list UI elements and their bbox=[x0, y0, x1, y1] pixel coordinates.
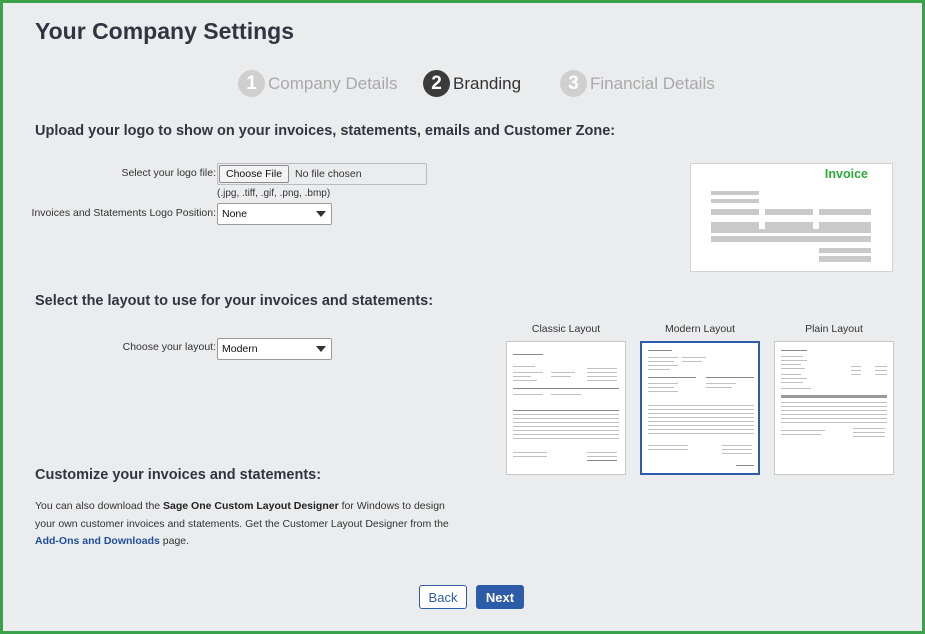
thumb-line bbox=[648, 409, 754, 410]
layout-select[interactable] bbox=[217, 338, 332, 360]
thumb-line bbox=[851, 366, 861, 367]
thumb-line bbox=[513, 452, 547, 453]
preview-bar bbox=[819, 222, 871, 229]
preview-bar bbox=[711, 229, 871, 233]
thumb-line bbox=[781, 368, 805, 369]
thumb-line bbox=[513, 354, 543, 355]
thumb-line bbox=[781, 388, 811, 389]
step-label: Company Details bbox=[268, 73, 398, 93]
thumb-line bbox=[587, 376, 617, 377]
thumb-line bbox=[551, 394, 581, 395]
logo-position-select[interactable] bbox=[217, 203, 332, 225]
page-title: Your Company Settings bbox=[35, 18, 294, 44]
preview-bar bbox=[765, 209, 813, 215]
thumb-line bbox=[648, 357, 678, 358]
thumb-line bbox=[513, 438, 619, 439]
thumb-line bbox=[853, 436, 885, 437]
thumb-line bbox=[587, 456, 617, 457]
customize-description bbox=[35, 498, 465, 551]
step-label: Financial Details bbox=[590, 73, 715, 93]
thumb-line bbox=[781, 418, 887, 419]
layout-section-heading: Select the layout to use for your invoices and statements: bbox=[35, 293, 434, 309]
preview-bar bbox=[711, 199, 759, 203]
step-number-1: 1 bbox=[238, 70, 265, 97]
thumb-line bbox=[781, 364, 801, 365]
thumb-line bbox=[736, 465, 754, 466]
file-type-hint: (.jpg, .tiff, .gif, .png, .bmp) bbox=[217, 188, 331, 199]
step-number-2: 2 bbox=[423, 70, 450, 97]
thumb-line bbox=[648, 433, 754, 434]
thumb-line bbox=[781, 410, 887, 411]
thumb-line bbox=[648, 361, 674, 362]
thumb-line bbox=[513, 366, 535, 367]
thumb-line bbox=[513, 394, 543, 395]
thumb-line bbox=[587, 372, 617, 373]
thumb-line bbox=[781, 382, 803, 383]
thumb-line bbox=[513, 430, 619, 431]
preview-bar bbox=[711, 236, 871, 242]
no-file-text: No file chosen bbox=[295, 168, 362, 180]
thumb-line bbox=[781, 406, 887, 407]
back-button[interactable]: Back bbox=[419, 585, 467, 609]
classic-layout-thumbnail[interactable] bbox=[506, 341, 626, 475]
logo-position-label: Invoices and Statements Logo Position: bbox=[31, 207, 216, 219]
logo-position-value: None bbox=[222, 208, 248, 220]
layout-select-value: Modern bbox=[222, 343, 258, 355]
thumb-line bbox=[587, 452, 617, 453]
thumb-line bbox=[587, 460, 617, 461]
thumb-line bbox=[648, 377, 696, 378]
thumb-line bbox=[648, 445, 688, 446]
thumb-line bbox=[513, 380, 537, 381]
thumb-line bbox=[682, 357, 706, 358]
thumb-line bbox=[722, 453, 752, 454]
invoice-preview-title: Invoice bbox=[824, 167, 868, 181]
thumb-line bbox=[781, 360, 807, 361]
thumb-line bbox=[587, 368, 617, 369]
description-text: You can also download the bbox=[35, 500, 164, 512]
thumb-line bbox=[781, 395, 887, 398]
chevron-down-icon bbox=[316, 211, 326, 217]
step-label: Branding bbox=[453, 73, 522, 93]
invoice-logo-preview bbox=[690, 163, 893, 272]
thumb-line bbox=[853, 428, 885, 429]
thumb-line bbox=[587, 380, 617, 381]
step-number-3: 3 bbox=[560, 70, 587, 97]
choose-layout-label: Choose your layout: bbox=[122, 341, 216, 353]
thumb-line bbox=[513, 376, 531, 377]
preview-bar bbox=[711, 222, 759, 229]
thumb-line bbox=[648, 369, 670, 370]
thumb-line bbox=[781, 414, 887, 415]
preview-bar bbox=[819, 248, 871, 253]
thumb-line bbox=[551, 372, 575, 373]
thumb-line bbox=[648, 425, 754, 426]
thumb-line bbox=[875, 374, 887, 375]
logo-section-heading: Upload your logo to show on your invoices, statements, emails and Customer Zone: bbox=[35, 123, 616, 139]
next-button[interactable]: Next bbox=[476, 585, 524, 609]
thumb-line bbox=[781, 422, 887, 423]
thumb-line bbox=[781, 378, 807, 379]
thumb-line bbox=[513, 426, 619, 427]
step-financial-details[interactable] bbox=[560, 70, 715, 97]
thumb-line bbox=[648, 413, 754, 414]
thumb-line bbox=[781, 402, 887, 403]
thumb-line bbox=[551, 376, 571, 377]
thumb-line bbox=[648, 429, 754, 430]
thumb-line bbox=[781, 434, 821, 435]
wizard-steps bbox=[0, 70, 925, 100]
preview-bar bbox=[819, 256, 871, 262]
thumb-line bbox=[682, 361, 702, 362]
thumb-line bbox=[722, 449, 752, 450]
thumb-line bbox=[648, 405, 754, 406]
thumb-line bbox=[648, 391, 678, 392]
thumb-line bbox=[853, 432, 885, 433]
thumb-line bbox=[648, 417, 754, 418]
preview-bar bbox=[819, 209, 871, 215]
thumb-line bbox=[875, 366, 887, 367]
thumb-line bbox=[513, 422, 619, 423]
thumb-line bbox=[722, 445, 752, 446]
thumb-line bbox=[648, 383, 678, 384]
description-text: for Windows to design your own customer invoices and statements. Get the Customer Layout Designer from the bbox=[35, 500, 449, 530]
modern-layout-label: Modern Layout bbox=[664, 323, 736, 335]
thumb-line bbox=[851, 374, 861, 375]
thumb-line bbox=[513, 418, 619, 419]
thumb-line bbox=[648, 449, 688, 450]
thumb-line bbox=[513, 434, 619, 435]
add-ons-downloads-link[interactable]: Add-Ons and Downloads bbox=[35, 535, 160, 547]
choose-file-button[interactable]: Choose File bbox=[219, 165, 289, 183]
step-company-details[interactable] bbox=[238, 70, 397, 97]
thumb-line bbox=[781, 430, 825, 431]
classic-layout-label: Classic Layout bbox=[531, 323, 601, 335]
logo-file-label: Select your logo file: bbox=[121, 167, 216, 179]
thumb-line bbox=[706, 377, 754, 378]
thumb-line bbox=[513, 372, 543, 373]
preview-bar bbox=[765, 222, 813, 229]
customize-section-heading: Customize your invoices and statements: bbox=[35, 467, 322, 483]
thumb-line bbox=[648, 421, 754, 422]
thumb-line bbox=[513, 388, 619, 389]
designer-name: Sage One Custom Layout Designer bbox=[163, 500, 339, 512]
preview-bar bbox=[711, 209, 759, 215]
step-branding[interactable] bbox=[423, 70, 521, 97]
logo-file-input[interactable] bbox=[217, 163, 427, 185]
modern-layout-thumbnail[interactable] bbox=[640, 341, 760, 475]
preview-bar bbox=[711, 191, 759, 195]
thumb-line bbox=[781, 374, 801, 375]
plain-layout-label: Plain Layout bbox=[805, 323, 863, 335]
thumb-line bbox=[781, 350, 807, 351]
description-text: page. bbox=[159, 535, 190, 547]
thumb-line bbox=[851, 370, 861, 371]
thumb-line bbox=[513, 414, 619, 415]
thumb-line bbox=[513, 456, 547, 457]
thumb-line bbox=[648, 365, 678, 366]
thumb-line bbox=[706, 387, 732, 388]
chevron-down-icon bbox=[316, 346, 326, 352]
plain-layout-thumbnail[interactable] bbox=[774, 341, 894, 475]
thumb-line bbox=[706, 383, 736, 384]
thumb-line bbox=[875, 370, 887, 371]
thumb-line bbox=[648, 387, 674, 388]
thumb-line bbox=[781, 356, 803, 357]
thumb-line bbox=[648, 350, 672, 351]
thumb-line bbox=[513, 410, 619, 411]
